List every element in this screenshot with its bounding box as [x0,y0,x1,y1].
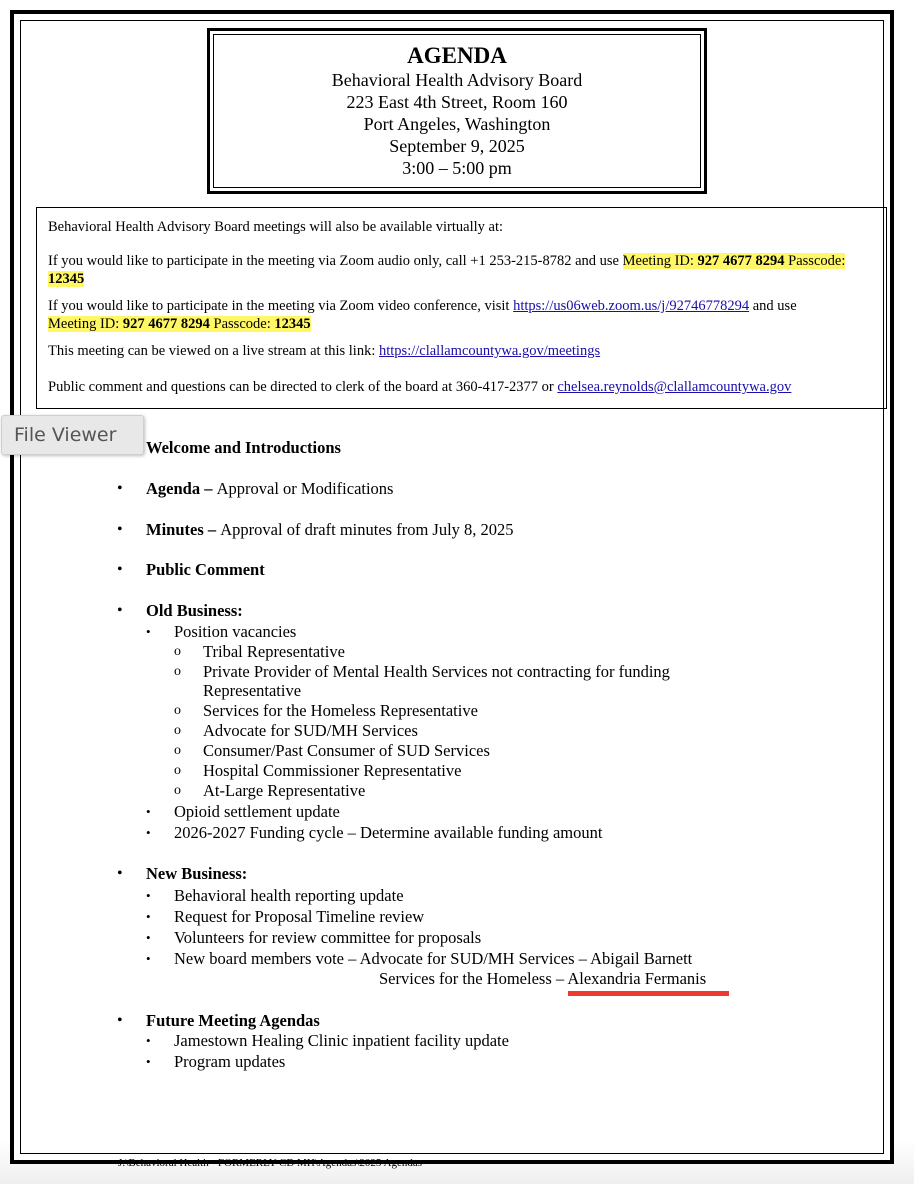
bullet-icon: • [146,930,151,945]
new-business-item: Behavioral health reporting update [174,886,404,905]
circle-bullet-icon: o [174,723,181,738]
zoom-link[interactable]: https://us06web.zoom.us/j/92746778294 [513,298,750,314]
footer-path: J:\Behavioral Health - FORMERLY CD MH\Agendas\2025 Agendas [118,1157,423,1169]
circle-bullet-icon: o [174,664,181,679]
future-item: Program updates [174,1052,286,1071]
agenda-item-approval [146,479,393,499]
bullet-icon: • [117,480,123,497]
passcode: 12345 [48,271,85,287]
vacancy-item: Consumer/Past Consumer of SUD Services [203,741,490,760]
meeting-id-label: Meeting ID: [622,253,698,269]
meeting-id: 927 4677 8294 [697,253,785,269]
address: 223 East 4th Street, Room 160 [346,92,568,112]
bullet-icon: • [117,561,123,578]
stream-link[interactable]: https://clallamcountywa.gov/meetings [379,343,601,359]
file-viewer-tag[interactable]: File Viewer [1,415,144,455]
bullet-icon: • [146,1054,151,1069]
zoom-video-suffix: and use [749,298,797,314]
circle-bullet-icon: o [174,783,181,798]
vacancy-item: Private Provider of Mental Health Services not contracting for funding [203,662,670,681]
position-vacancies: Position vacancies [174,622,297,641]
passcode-label-2: Passcode: [213,316,275,332]
welcome-heading: Welcome and Introductions [146,438,341,457]
meeting-date: September 9, 2025 [389,136,525,156]
meeting-time: 3:00 – 5:00 pm [402,158,512,178]
vacancy-item: At-Large Representative [203,781,366,800]
bullet-icon: • [146,624,151,639]
circle-bullet-icon: o [174,763,181,778]
meeting-id-label-2: Meeting ID: [48,316,123,332]
vacancy-item-cont: Representative [203,681,302,700]
bullet-icon: • [117,865,123,882]
clerk-email-link[interactable]: chelsea.reynolds@clallamcountywa.gov [557,379,792,395]
bullet-icon: • [117,521,123,538]
passcode-label: Passcode: [788,253,846,269]
bullet-icon: • [146,909,151,924]
vacancy-item: Services for the Homeless Representative [203,701,478,720]
city: Port Angeles, Washington [363,114,551,134]
new-business-heading: New Business: [146,864,248,883]
new-business-item: Volunteers for review committee for proposals [174,928,482,947]
bullet-icon: • [146,825,151,840]
virtual-intro: Behavioral Health Advisory Board meetings will also be available virtually at: [48,219,504,235]
org-name: Behavioral Health Advisory Board [331,70,583,90]
circle-bullet-icon: o [174,703,181,718]
opioid-item: Opioid settlement update [174,802,340,821]
new-business-item: Request for Proposal Timeline review [174,907,425,926]
bullet-icon: • [117,602,123,619]
bullet-icon: • [146,804,151,819]
circle-bullet-icon: o [174,644,181,659]
old-business-heading: Old Business: [146,601,243,620]
vacancy-item: Tribal Representative [203,642,345,661]
bullet-icon: • [146,951,151,966]
minutes-text: Approval of draft minutes from July 8, 2025 [220,520,514,539]
funding-item: 2026-2027 Funding cycle – Determine available funding amount [174,823,603,842]
bullet-icon: • [146,1033,151,1048]
circle-bullet-icon: o [174,743,181,758]
new-business-item: New board members vote – Advocate for SUD/MH Services – Abigail Barnett [174,949,693,968]
stream-text: This meeting can be viewed on a live stream at this link: [48,343,379,359]
agenda-text: Approval or Modifications [216,479,394,498]
minutes-item [146,520,514,540]
passcode-2: 12345 [274,316,311,332]
vacancy-item: Hospital Commissioner Representative [203,761,462,780]
bullet-icon: • [146,888,151,903]
vacancy-item: Advocate for SUD/MH Services [203,721,418,740]
meeting-id-2: 927 4677 8294 [122,316,210,332]
new-vote-line-2: Services for the Homeless – Alexandria Fermanis [379,969,707,988]
public-comment-heading: Public Comment [146,560,265,579]
bullet-icon: • [117,1012,123,1029]
future-agendas-heading: Future Meeting Agendas [146,1011,320,1030]
agenda-label: Agenda – [146,479,217,498]
red-underline-annotation [568,991,729,996]
minutes-label: Minutes – [146,520,221,539]
zoom-video-text: If you would like to participate in the meeting via Zoom video conference, visit [48,298,514,314]
zoom-audio-text: If you would like to participate in the meeting via Zoom audio only, call +1 253-215-8782 and use [48,253,623,269]
comment-text: Public comment and questions can be directed to clerk of the board at 360-417-2377 or [48,379,558,395]
agenda-title: AGENDA [407,43,507,68]
future-item: Jamestown Healing Clinic inpatient facility update [174,1031,509,1050]
